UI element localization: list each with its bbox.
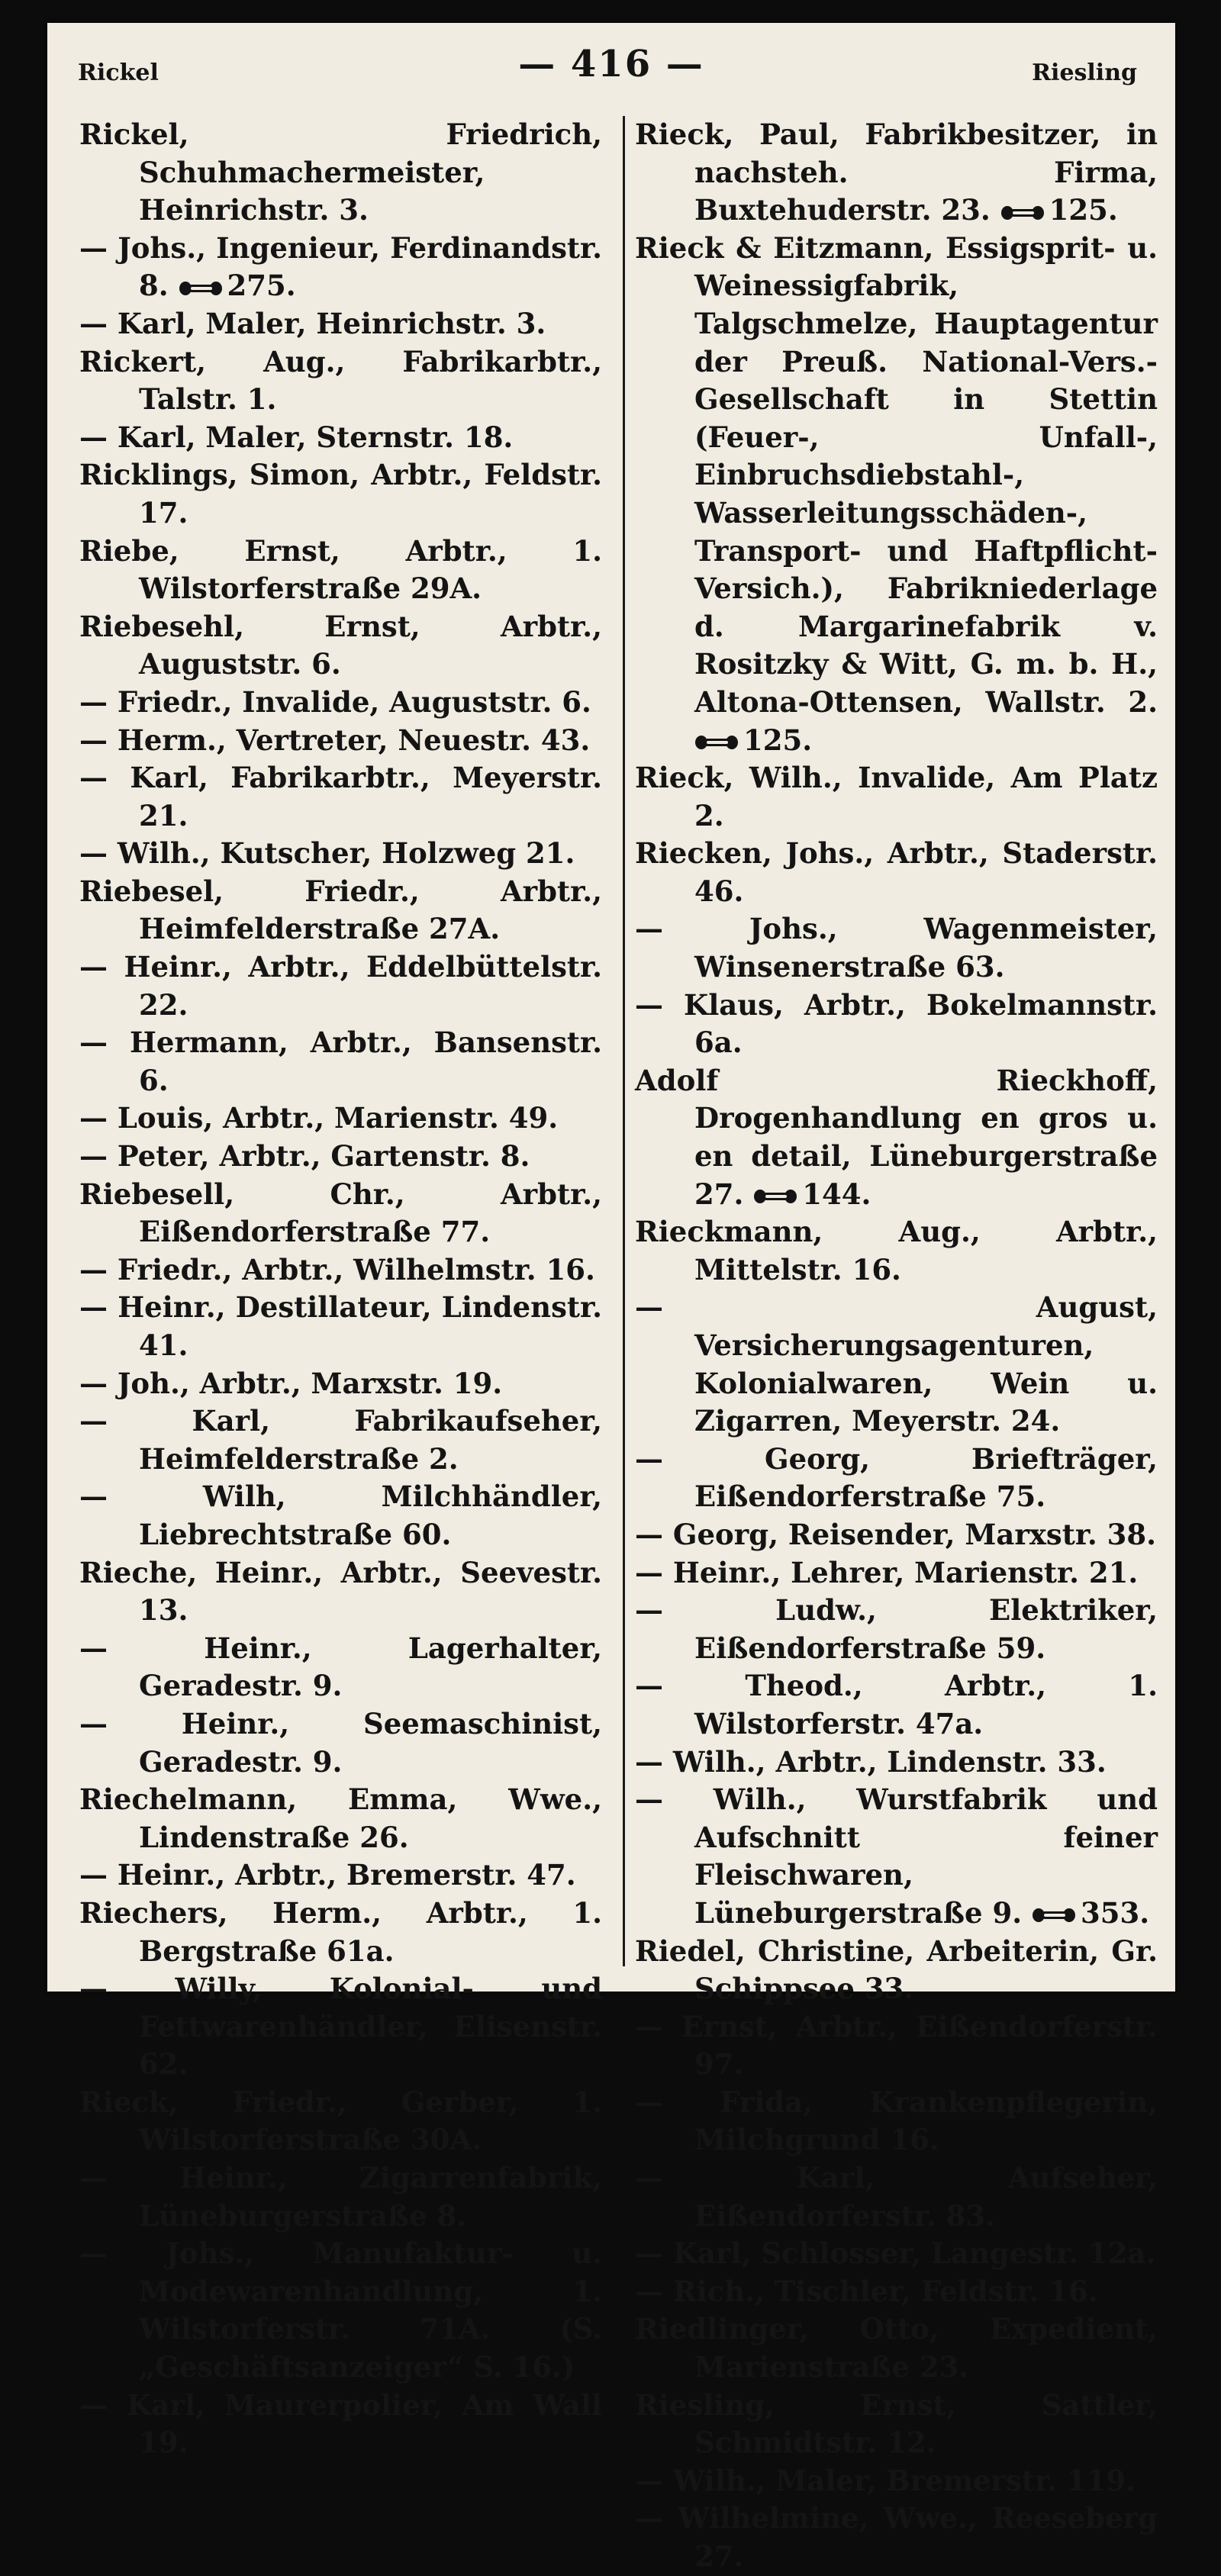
- directory-entry: [635, 1554, 1158, 1592]
- directory-entry: [635, 835, 1158, 910]
- directory-entry: [79, 948, 602, 1024]
- page-number: — 416 —: [518, 43, 704, 85]
- entry-text: — Klaus, Arbtr., Bokelmannstr. 6a.: [635, 987, 1158, 1060]
- directory-entry: [79, 1100, 602, 1138]
- directory-entry: [79, 759, 602, 835]
- entry-text: — Friedr., Arbtr., Wilhelmstr. 16.: [79, 1252, 595, 1286]
- entry-text: — Georg, Reisender, Marxstr. 38.: [635, 1517, 1157, 1551]
- entry-text: — Wilhelmine, Wwe., Reeseberg 27.: [635, 2501, 1158, 2573]
- directory-entry: [635, 2159, 1158, 2235]
- entry-text: — Johs., Ingenieur, Ferdinandstr. 8.: [79, 230, 602, 303]
- directory-entry: [635, 1441, 1158, 1516]
- directory-entry: [79, 873, 602, 948]
- entry-text: — Willy, Kolonial- und Fettwarenhändler, Elisenstr. 62.: [79, 1972, 602, 2082]
- entry-text: Riecken, Johs., Arbtr., Staderstr. 46.: [635, 836, 1158, 908]
- entry-text: — Karl, Aufseher, Eißendorferstr. 83.: [635, 2161, 1158, 2233]
- left-column: [79, 116, 602, 2462]
- directory-entry: [635, 910, 1158, 986]
- directory-entry: [635, 230, 1158, 759]
- column-divider: [623, 116, 625, 1966]
- entry-text: — Heinr., Arbtr., Bremerstr. 47.: [79, 1858, 576, 1892]
- entry-text: Riebesehl, Ernst, Arbtr., Auguststr. 6.: [79, 609, 602, 681]
- entry-text: Rickert, Aug., Fabrikarbtr., Talstr. 1.: [79, 344, 602, 417]
- entry-text: Riebesel, Friedr., Arbtr., Heimfelderstraße 27A.: [79, 874, 602, 946]
- entry-text: — Wilh, Milchhändler, Liebrechtstraße 60.: [79, 1480, 602, 1551]
- entry-text: — Friedr., Invalide, Auguststr. 6.: [79, 684, 591, 719]
- directory-entry: [79, 2084, 602, 2159]
- telephone-icon: [179, 280, 223, 297]
- directory-entry: [635, 2500, 1158, 2575]
- telephone-icon: [694, 734, 739, 751]
- directory-entry: [79, 1365, 602, 1403]
- directory-entry: [635, 2310, 1158, 2386]
- entry-text: Rickel, Friedrich, Schuhmachermeister, Heinrichstr. 3.: [79, 118, 602, 227]
- entry-text: — Johs., Manufaktur- u. Modewarenhandlung, 1. Wilstorferstr. 71A. (S. „Geschäftsanzeiger“ S. 16.): [79, 2236, 602, 2384]
- entry-text: Riedlinger, Otto, Expedient, Marienstraße 23.: [635, 2312, 1158, 2384]
- entry-text: — Karl, Schlosser, Langestr. 12a.: [635, 2236, 1156, 2271]
- entry-text: — Theod., Arbtr., 1. Wilstorferstr. 47a.: [635, 1669, 1158, 1740]
- directory-entry: [635, 759, 1158, 835]
- entry-text: Riedel, Christine, Arbeiterin, Gr. Schippsee 33.: [635, 1934, 1158, 2006]
- page-header: [47, 40, 1175, 101]
- entry-text: — Frida, Krankenpflegerin, Milchgrund 16.: [635, 2085, 1158, 2157]
- entry-text: — Karl, Maurerpolier, Am Wall 19.: [79, 2388, 602, 2460]
- entry-text: Rieckmann, Aug., Arbtr., Mittelstr. 16.: [635, 1215, 1158, 1286]
- directory-entry: [79, 1895, 602, 1970]
- directory-entry: [79, 1856, 602, 1895]
- entry-text: Riesling, Ernst, Sattler, Schmidtstr. 12.: [635, 2388, 1158, 2460]
- entry-text: — Wilh., Wurstfabrik und Aufschnitt feiner Fleischwaren, Lüneburgerstraße 9.: [635, 1782, 1158, 1930]
- directory-entry: [79, 1289, 602, 1364]
- entry-text: — Johs., Wagenmeister, Winsenerstraße 63.: [635, 912, 1158, 984]
- directory-entry: [79, 533, 602, 608]
- entry-text: — Heinr., Destillateur, Lindenstr. 41.: [79, 1290, 602, 1362]
- directory-entry: [635, 1062, 1158, 1213]
- directory-entry: [79, 835, 602, 873]
- phone-number: 125.: [1049, 193, 1118, 227]
- entry-text: — Heinr., Lagerhalter, Geradestr. 9.: [79, 1631, 602, 1703]
- entry-text: Rieck, Friedr., Gerber, 1. Wilstorferstraße 30A.: [79, 2085, 602, 2157]
- directory-entry: [635, 1667, 1158, 1743]
- directory-entry: [79, 722, 602, 760]
- entry-text: Rieck & Eitzmann, Essigsprit- u. Weinessigfabrik, Talgschmelze, Hauptagentur der Preuß. National-Vers.-Gesellschaft in Stettin (Feuer-, Unfall-, Einbruchsdiebstahl-, Wasserleitungsschäden-, Transport- und Haftpflicht-Versich.), Fabrikniederlage d. Margarinefabrik v. Rositzky & Witt, G. m. b. H., Altona-Ottensen, Wallstr. 2.: [635, 230, 1158, 719]
- phone-number: 125.: [743, 723, 813, 757]
- directory-entry: [635, 2462, 1158, 2500]
- entry-text: — August, Versicherungsagenturen, Kolonialwaren, Wein u. Zigarren, Meyerstr. 24.: [635, 1290, 1158, 1438]
- entry-text: — Heinr., Arbtr., Eddelbüttelstr. 22.: [79, 950, 602, 1022]
- entry-text: — Heinr., Zigarrenfabrik, Lüneburgerstraße 8.: [79, 2161, 602, 2233]
- directory-entry: [79, 305, 602, 343]
- directory-entry: [79, 1630, 602, 1705]
- entry-text: — Joh., Arbtr., Marxstr. 19.: [79, 1366, 503, 1400]
- directory-entry: [79, 1478, 602, 1554]
- directory-entry: [635, 2235, 1158, 2273]
- header-last-entry: Riesling: [1032, 60, 1137, 86]
- directory-entry: [79, 608, 602, 684]
- directory-entry: [79, 1705, 602, 1781]
- entry-text: — Karl, Fabrikaufseher, Heimfelderstraße 2.: [79, 1404, 602, 1476]
- directory-entry: [635, 1213, 1158, 1289]
- entry-text: — Peter, Arbtr., Gartenstr. 8.: [79, 1139, 530, 1174]
- entry-text: — Rich., Tischler, Feldstr. 16.: [635, 2274, 1098, 2308]
- entry-text: — Herm., Vertreter, Neuestr. 43.: [79, 723, 591, 757]
- directory-entry: [79, 1251, 602, 1290]
- directory-entry: [79, 1402, 602, 1478]
- entry-text: — Wilh., Arbtr., Lindenstr. 33.: [635, 1744, 1107, 1779]
- directory-entry: [635, 1592, 1158, 1667]
- entry-text: Adolf Rieckhoff, Drogenhandlung en gros u. en detail, Lüneburgerstraße 27.: [635, 1063, 1158, 1211]
- directory-entry: [635, 1933, 1158, 2008]
- directory-entry: [79, 343, 602, 419]
- directory-entry: [79, 230, 602, 305]
- directory-entry: [635, 1289, 1158, 1440]
- directory-entry: [79, 1024, 602, 1100]
- directory-entry: [635, 2273, 1158, 2311]
- entry-text: — Karl, Maler, Heinrichstr. 3.: [79, 306, 546, 340]
- entry-text: — Karl, Maler, Sternstr. 18.: [79, 420, 514, 454]
- entry-text: — Louis, Arbtr., Marienstr. 49.: [79, 1101, 559, 1135]
- entry-text: — Wilh., Maler, Bremerstr. 119.: [635, 2463, 1136, 2497]
- entry-text: Riebe, Ernst, Arbtr., 1. Wilstorferstraße 29A.: [79, 533, 602, 606]
- directory-entry: [635, 1516, 1158, 1554]
- directory-entry: [79, 1554, 602, 1630]
- entry-text: — Ernst, Arbtr., Eißendorferstr. 97.: [635, 2009, 1158, 2082]
- header-first-entry: Rickel: [78, 60, 159, 86]
- entry-text: — Georg, Briefträger, Eißendorferstraße 75.: [635, 1441, 1158, 1514]
- directory-entry: [635, 987, 1158, 1062]
- entry-text: Rieche, Heinr., Arbtr., Seevestr. 13.: [79, 1555, 602, 1628]
- entry-text: Riebesell, Chr., Arbtr., Eißendorferstraße 77.: [79, 1177, 602, 1249]
- directory-entry: [635, 2084, 1158, 2159]
- telephone-icon: [1032, 1907, 1076, 1924]
- directory-entry: [79, 684, 602, 722]
- phone-number: 353.: [1080, 1895, 1150, 1930]
- telephone-icon: [753, 1188, 797, 1205]
- directory-entry: [79, 2235, 602, 2386]
- phone-number: 144.: [802, 1177, 871, 1211]
- directory-entry: [635, 1744, 1158, 1782]
- entry-text: Rieck, Paul, Fabrikbesitzer, in nachsteh. Firma, Buxtehuderstr. 23.: [635, 118, 1158, 227]
- directory-entry: [79, 2159, 602, 2235]
- directory-entry: [635, 2008, 1158, 2084]
- directory-entry: [79, 456, 602, 532]
- entry-text: — Heinr., Seemaschinist, Geradestr. 9.: [79, 1706, 602, 1779]
- directory-entry: [635, 1781, 1158, 1932]
- entry-text: Riechers, Herm., Arbtr., 1. Bergstraße 61a.: [79, 1895, 602, 1968]
- directory-entry: [79, 419, 602, 457]
- phone-number: 275.: [227, 269, 296, 303]
- directory-entry: [635, 2387, 1158, 2462]
- entry-text: Rieck, Wilh., Invalide, Am Platz 2.: [635, 761, 1158, 832]
- entry-text: — Ludw., Elektriker, Eißendorferstraße 59.: [635, 1593, 1158, 1665]
- directory-entry: [635, 116, 1158, 230]
- right-column: [635, 116, 1158, 2576]
- directory-entry: [79, 116, 602, 230]
- entry-text: — Hermann, Arbtr., Bansenstr. 6.: [79, 1026, 602, 1097]
- directory-entry: [79, 1970, 602, 2084]
- entry-text: — Karl, Fabrikarbtr., Meyerstr. 21.: [79, 761, 602, 832]
- entry-text: — Wilh., Kutscher, Holzweg 21.: [79, 836, 575, 871]
- entry-text: Riechelmann, Emma, Wwe., Lindenstraße 26.: [79, 1782, 602, 1854]
- directory-entry: [79, 1781, 602, 1856]
- directory-entry: [79, 2387, 602, 2462]
- entry-text: Ricklings, Simon, Arbtr., Feldstr. 17.: [79, 458, 602, 530]
- telephone-icon: [1000, 204, 1045, 221]
- directory-page: [47, 23, 1175, 2573]
- directory-entry: [79, 1176, 602, 1251]
- entry-text: — Heinr., Lehrer, Marienstr. 21.: [635, 1555, 1139, 1589]
- directory-entry: [79, 1138, 602, 1176]
